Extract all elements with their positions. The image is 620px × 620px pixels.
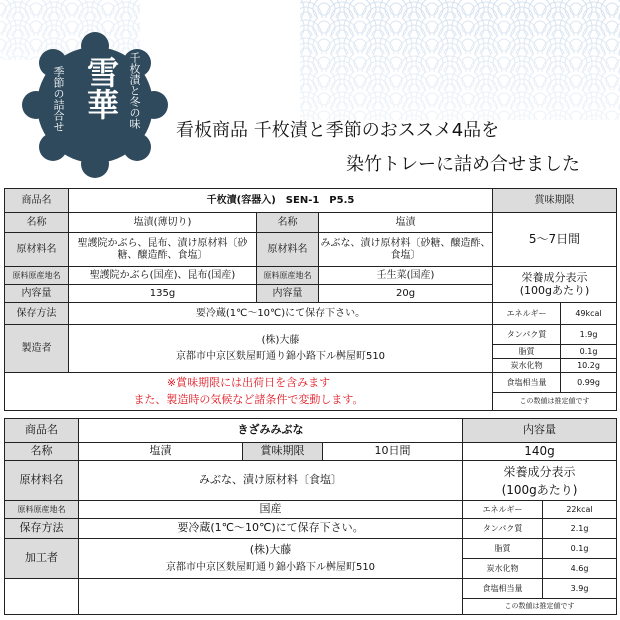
product1-ingredients-a: 聖護院かぶら、昆布、漬け原材料〔砂糖、醸造酢、食塩〕 (69, 233, 257, 267)
product1-content-b: 20g (319, 285, 493, 303)
nutrition-label: タンパク質 (463, 519, 543, 539)
product1-origin-a: 聖護院かぶら(国産)、昆布(国産) (69, 267, 257, 285)
nutrition-label: タンパク質 (493, 325, 561, 345)
product2-product-label: 商品名 (5, 419, 79, 443)
product1-address: 京都市中京区麩屋町通り錦小路下ル桝屋町510 (175, 350, 386, 362)
product2-address: 京都市中京区麩屋町通り錦小路下ル桝屋町510 (165, 562, 376, 574)
product1-product-label: 商品名 (5, 189, 69, 213)
product2-maker-label: 加工者 (5, 539, 79, 579)
headline-line-1: 看板商品 千枚漬と季節のおススメ4品を (176, 120, 500, 141)
product1-maker: (株)大藤 (261, 334, 300, 346)
product1-nutrition-per: (100gあたり) (519, 283, 590, 297)
product2-nutrition-title: 栄養成分表示 (503, 464, 576, 479)
product1-note-line-1: ※賞味期限には出荷日を含みます (166, 376, 331, 389)
seal-main-title: 雪華 (82, 56, 120, 120)
nutrition-value: 0.99g (561, 373, 617, 393)
product2-name-label: 名称 (5, 443, 79, 461)
product1-maker-label: 製造者 (5, 325, 69, 373)
product2-product-name: きざみみぶな (79, 419, 463, 443)
product2-maker: (株)大藤 (249, 542, 292, 556)
product1-storage-label: 保存方法 (5, 303, 69, 325)
product2-shelf-life: 10日間 (323, 443, 463, 461)
nutrition-label: 脂質 (463, 539, 543, 559)
nutrition-value: 22kcal (543, 501, 617, 519)
nutrition-label: エネルギー (463, 501, 543, 519)
product1-nutrition-footnote: この数値は推定値です (493, 393, 617, 411)
product2-blank-cell (79, 579, 463, 615)
product1-name-b: 塩漬 (319, 213, 493, 233)
nutrition-label: エネルギー (493, 303, 561, 325)
nutrition-value: 1.9g (561, 325, 617, 345)
product1-name-label-b: 名称 (257, 213, 319, 233)
headline-line-2: 染竹トレーに詰め合せました (346, 154, 580, 175)
product1-name-label: 名称 (5, 213, 69, 233)
product2-content-label: 内容量 (463, 419, 617, 443)
product1-ingredients-b: みぶな、漬け原材料〔砂糖、醸造酢、食塩〕 (319, 233, 493, 267)
nutrition-label: 脂質 (493, 345, 561, 359)
product1-storage: 要冷蔵(1℃～10℃)にて保存下さい。 (69, 303, 493, 325)
product2-storage-label: 保存方法 (5, 519, 79, 539)
nutrition-value: 2.1g (543, 519, 617, 539)
product1-ingredients-label: 原材料名 (5, 233, 69, 267)
product1-product-name: 千枚漬(容器入) SEN-1 P5.5 (69, 189, 493, 213)
product2-origin-label: 原料原産地名 (5, 501, 79, 519)
product1-content-a: 135g (69, 285, 257, 303)
product1-origin-label: 原料原産地名 (5, 267, 69, 285)
product1-note-line-2: また、製造時の気候など諸条件で変動します。 (133, 392, 364, 406)
product2-nutrition-footnote: この数値は推定値です (463, 599, 617, 615)
nutrition-value: 0.1g (561, 345, 617, 359)
seal-sub-right: 千枚漬と冬の味 (128, 52, 141, 129)
product2-storage: 要冷蔵(1℃～10℃)にて保存下さい。 (79, 519, 463, 539)
product2-content: 140g (463, 443, 617, 461)
nutrition-value: 3.9g (543, 579, 617, 599)
product1-origin-label-b: 原料原産地名 (257, 267, 319, 285)
product1-shelf-life-label: 賞味期限 (493, 189, 617, 213)
product1-origin-b: 壬生菜(国産) (319, 267, 493, 285)
nutrition-value: 49kcal (561, 303, 617, 325)
product2-label-table (4, 418, 617, 615)
product2-ingredients-label: 原材料名 (5, 461, 79, 501)
product1-shelf-life: 5～7日間 (493, 213, 617, 267)
product1-ingredients-label-b: 原材料名 (257, 233, 319, 267)
nutrition-label: 食塩相当量 (493, 373, 561, 393)
product1-content-label-b: 内容量 (257, 285, 319, 303)
product2-shelf-life-label: 賞味期限 (243, 443, 323, 461)
product1-name-a: 塩漬(薄切り) (69, 213, 257, 233)
product2-blank-label (5, 579, 79, 615)
product2-name: 塩漬 (79, 443, 243, 461)
product1-content-label: 内容量 (5, 285, 69, 303)
nutrition-label: 炭水化物 (463, 559, 543, 579)
nutrition-value: 4.6g (543, 559, 617, 579)
product1-label-table (4, 188, 617, 411)
nutrition-value: 0.1g (543, 539, 617, 559)
product2-ingredients: みぶな、漬け原材料〔食塩〕 (79, 461, 463, 501)
seal-sub-left: 季節の詰合せ (52, 66, 65, 132)
nutrition-label: 食塩相当量 (463, 579, 543, 599)
product1-nutrition-title: 栄養成分表示 (521, 270, 588, 284)
product2-origin: 国産 (79, 501, 463, 519)
nutrition-label: 炭水化物 (493, 359, 561, 373)
nutrition-value: 10.2g (561, 359, 617, 373)
product2-nutrition-per: (100gあたり) (501, 482, 578, 497)
